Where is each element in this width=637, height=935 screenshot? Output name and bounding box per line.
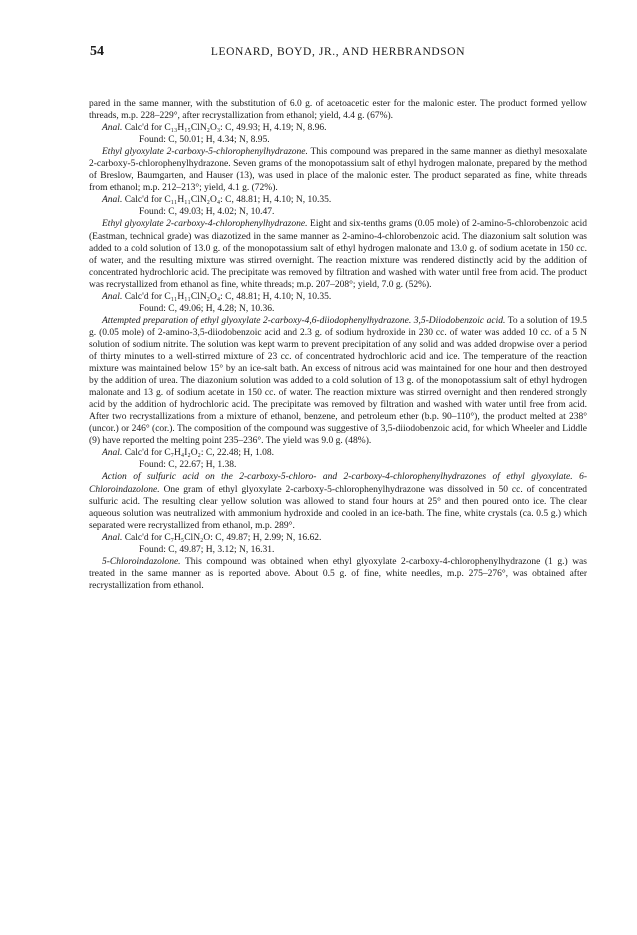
analysis-calc [89, 447, 587, 459]
page-number: 54 [90, 44, 104, 59]
analysis-calc [89, 194, 587, 206]
analysis-found: Found: C, 50.01; H, 4.34; N, 8.95. [139, 135, 270, 146]
compound-title: Action of sulfuric acid on the 2-carboxy-5-chloro- and 2-carboxy-4-chlorophenylhydrazones of ethyl glyoxylate. 6-Chloroindazolone. [89, 472, 587, 495]
anal-calc-text: Calc'd for C₁₁H₁₁ClN₂O₄: C, 48.81; H, 4.10; N, 10.35. [124, 195, 332, 206]
compound-title: 5-Chloroindazolone. [102, 556, 181, 567]
paragraph-text: Eight and six-tenths grams (0.05 mole) of 2-amino-5-chlorobenzoic acid (Eastman, technical grade) was diazotized in the same manner as 2-amino-4-chlorobenzoic acid. The diazonium salt solution was added to a cold solution of 13.0 g. of the monopotassium salt of ethyl hydrogen malonate and 13.0 g. of sodium acetate in 150 cc. of water, and the resulting mixture was stirred overnight. The reaction mixture was rendered distinctly acid by the addition of concentrated hydrochloric acid. The precipitate was removed by filtration and washed with water until free from acid. The product was recrystallized from ethanol as fine, white threads; m.p. 207–208°; yield, 7.0 g. (52%). [89, 219, 588, 290]
anal-calc-text: Calc'd for C₁₃H₁₅ClN₂O₃: C, 49.93; H, 4.19; N, 8.96. [124, 123, 327, 134]
paragraph [89, 315, 587, 448]
paragraph [89, 556, 587, 592]
analysis-found: Found: C, 49.03; H, 4.02; N, 10.47. [139, 207, 275, 218]
paragraph-text: This compound was prepared in the same manner as diethyl mesoxalate 2-carboxy-5-chlorophenylhydrazone. Seven grams of the monopotassium salt of ethyl hydrogen malonate, prepared by the method of Breslow, Baumgarten, and Hauser (13), was used in place of the malonic ester. The product separated as fine, white threads from ethanol; m.p. 212–213°; yield, 4.1 g. (72%). [89, 147, 587, 194]
anal-label: Anal. [102, 291, 123, 302]
analysis-found: Found: C, 22.67; H, 1.38. [139, 460, 237, 471]
anal-calc-text: Calc'd for C₁₁H₁₁ClN₂O₄: C, 48.81; H, 4.10; N, 10.35. [124, 291, 332, 302]
anal-calc-text: Calc'd for C₇H₄I₂O₂: C, 22.48; H, 1.08. [124, 448, 274, 459]
analysis-found: Found: C, 49.06; H, 4.28; N, 10.36. [139, 303, 275, 314]
compound-title: Ethyl glyoxylate 2-carboxy-4-chlorophenylhydrazone. [102, 219, 308, 230]
paragraph [89, 471, 587, 531]
paragraph-continued: pared in the same manner, with the substitution of 6.0 g. of acetoacetic ester for the malonic ester. The product formed yellow threads, m.p. 228–229°, after recrystallization from ethanol; yield, 4.4 g. (67%). [89, 99, 587, 122]
paragraph [89, 146, 587, 194]
paragraph-text: This compound was obtained when ethyl glyoxylate 2-carboxy-4-chlorophenylhydrazone (1 g.) was treated in the same manner as is reported above. About 0.5 g. of fine, white needles, m.p. 275–276°, was obtained after recrystallization from ethanol. [89, 556, 587, 591]
running-title: LEONARD, BOYD, JR., AND HERBRANDSON [210, 46, 466, 58]
compound-title: Ethyl glyoxylate 2-carboxy-5-chlorophenylhydrazone. [102, 147, 308, 158]
analysis-calc [89, 122, 587, 134]
page-header [90, 44, 586, 62]
anal-label: Anal. [102, 532, 123, 543]
article-body [89, 98, 587, 592]
anal-label: Anal. [102, 195, 123, 206]
analysis-calc [89, 532, 587, 544]
anal-label: Anal. [102, 448, 123, 459]
analysis-calc [89, 291, 587, 303]
paragraph-text: One gram of ethyl glyoxylate 2-carboxy-5-chlorophenylhydrazone was dissolved in 50 cc. of concentrated sulfuric acid. The resulting clear yellow solution was allowed to stand four hours at 25° and then poured onto ice. The clear aqueous solution was neutralized with ammonium hydroxide and cooled in an ice-bath. The fine, white crystals (ca. 0.5 g.) which separated were recrystallized from ethanol, m.p. 289°. [89, 484, 588, 531]
paragraph-text: To a solution of 19.5 g. (0.05 mole) of 2-amino-3,5-diiodobenzoic acid and 2.3 g. of sodium hydroxide in 230 cc. of water was added 10 cc. of a 5 N solution of sodium nitrite. The solution was kept warm to prevent precipitation of any solid and was added dropwise over a period of thirty minutes to a well-stirred mixture of 23 cc. of concentrated hydrochloric acid and ice. The temperature of the reaction mixture was maintained below 15° by an ice-salt bath. An excess of nitrous acid was maintained for one hour and then destroyed by the addition of urea. The diazonium solution was added to a cold solution of 13 g. of the monopotassium salt of ethyl hydrogen malonate and 13 g. of sodium acetate in 150 cc. of water. The reaction mixture was stirred overnight and then rendered strongly acid by the addition of hydrochloric acid. The precipitate was removed by filtration and washed with water until free from acid. After two recrystallizations from a mixture of ethanol, benzene, and petroleum ether (b.p. 90–110°), the product melted at 238° (uncor.) or 246° (cor.). The composition of the compound was suggestive of 3,5-diiodobenzoic acid, for which Wheeler and Liddle (9) have reported the melting point 235–236°. The yield was 9.0 g. (48%). [89, 315, 587, 447]
analysis-found: Found: C, 49.87; H, 3.12; N, 16.31. [139, 544, 275, 555]
anal-calc-text: Calc'd for C₇H₅ClN₂O: C, 49.87; H, 2.99; N, 16.62. [124, 532, 322, 543]
anal-label: Anal. [102, 123, 123, 134]
compound-title: Attempted preparation of ethyl glyoxylate 2-carboxy-4,6-diiodophenylhydrazone. 3,5-Diiodobenzoic acid. [102, 315, 506, 326]
paragraph [89, 218, 587, 290]
